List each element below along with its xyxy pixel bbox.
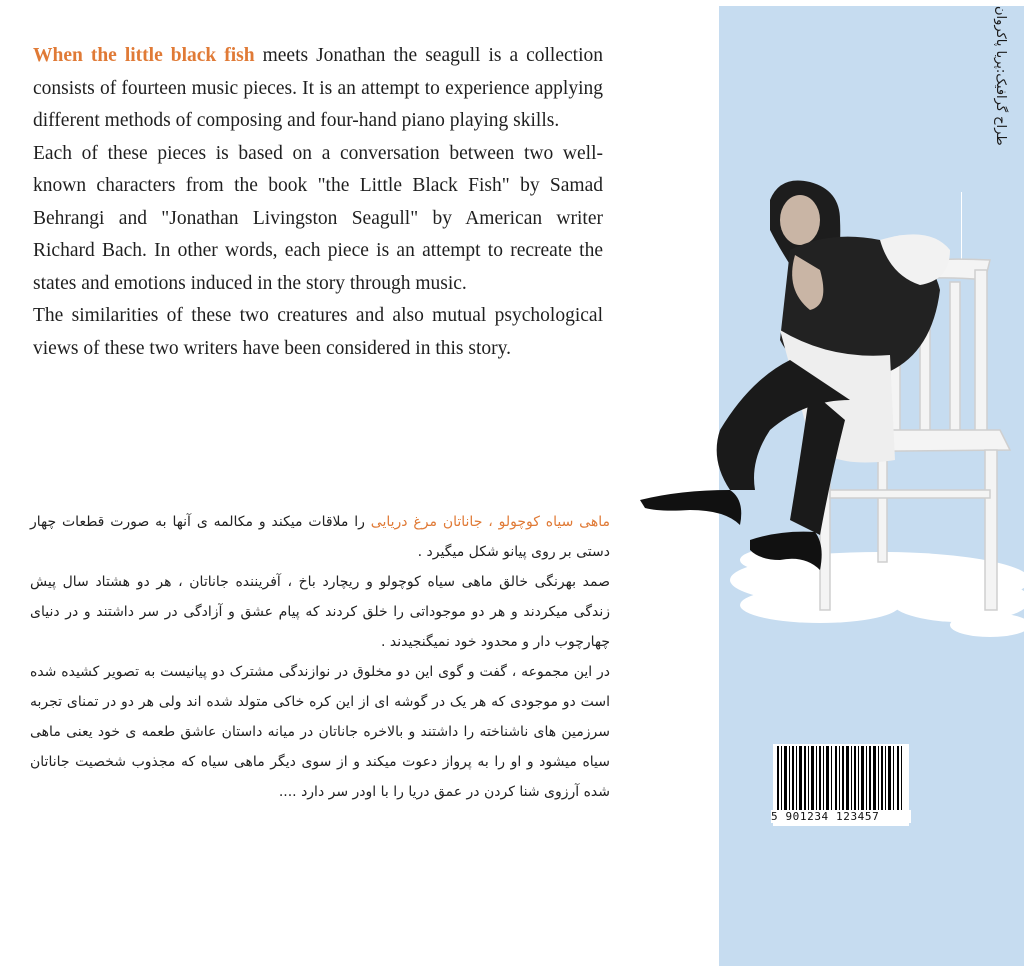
barcode-number: 5 901234 123457 [771, 810, 911, 823]
english-paragraph-3: The similarities of these two creatures and also mutual psychological views of these two writers have been considered in this story. [33, 305, 603, 359]
persian-description [30, 507, 610, 807]
persian-title: ماهی سیاه کوچولو ، جاناتان مرغ دریایی [370, 514, 610, 530]
persian-paragraph-1-text: را ملاقات میکند و مکالمه ی آنها به صورت قطعات چهار دستی بر روی پیانو شکل میگیرد . [30, 514, 610, 560]
english-description [33, 40, 603, 365]
pianist-figure [640, 180, 950, 570]
english-paragraph-2: Each of these pieces is based on a conversation between two well-known characters from the book "the Little Black Fish" by Samad Behrangi and "Jonathan Livingston Seagull" by American writer Richard Bach. In other words, each piece is an attempt to recreate the states and emotions induced in the story through music. [33, 142, 603, 294]
persian-paragraph-2: صمد بهرنگی خالق ماهی سیاه کوچولو و ریچارد باخ ، آفریننده جاناتان ، هر دو هشتاد سال پیش زندگی میکردند و هر دو موجوداتی را خلق کردند که پیام عشق و آزادگی در سر داشتند و در دنیای چهارچوب دار و محدود خود نمیگنجیدند . [30, 574, 610, 650]
persian-paragraph-3: در این مجموعه ، گفت و گوی این دو مخلوق در نوازندگی مشترک دو پیانیست به تصویر کشیده شده است دو موجودی که هر یک در گوشه ای از این کره خاکی متولد شده اند ولی هر دو در تمنای تجربه سرزمین های ناشناخته را داشتند و بالاخره جاناتان در میانه داستان عاشق طعمه ی خود یعنی ماهی سیاه میشود و او را به پرواز دعوت میکند و از سوی دیگر ماهی سیاه که مجذوب شخصیت جاناتان شده آرزوی شنا کردن در عمق دریا را با اودر سر دارد .... [30, 664, 610, 800]
english-paragraph-1 [33, 40, 603, 138]
designer-credit: طراح گرافیک:پریا پاکروان [993, 6, 1008, 146]
persian-paragraph-1 [30, 507, 610, 567]
english-paragraph-1-text: meets Jonathan the seagull is a collection consists of fourteen music pieces. It is an attempt to experience applying different methods of composing and four-hand piano playing skills. [33, 45, 603, 131]
cloud-shapes [730, 548, 1024, 637]
cover-photo [630, 160, 1024, 640]
english-title: When the little black fish [33, 45, 255, 66]
